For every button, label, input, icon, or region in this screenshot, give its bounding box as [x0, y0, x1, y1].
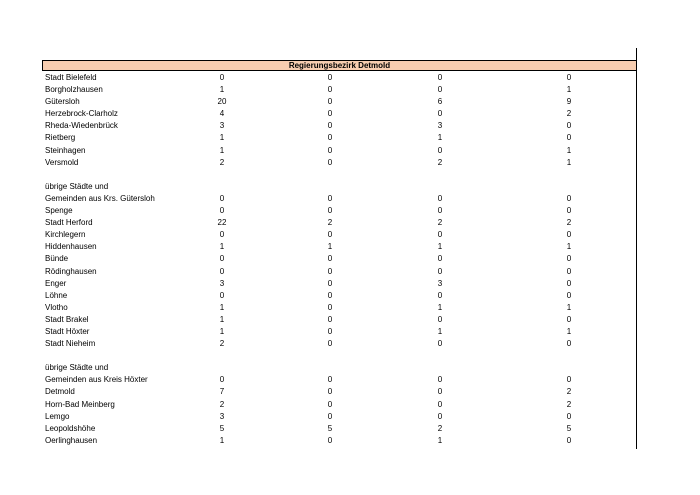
value-cell-col1: 0	[219, 254, 225, 264]
value-cell-col2: 0	[327, 121, 333, 131]
value-cell-col4: 0	[566, 278, 572, 288]
value-cell-col1: 0	[219, 375, 225, 385]
municipality-name: Löhne	[45, 290, 68, 300]
value-cell-col1: 1	[219, 145, 225, 155]
value-cell-col3: 0	[437, 266, 443, 276]
table-row	[42, 132, 637, 144]
value-cell-col4: 0	[566, 230, 572, 240]
value-cell-col4: 0	[566, 133, 572, 143]
value-cell-col2: 0	[327, 314, 333, 324]
value-cell-col3: 0	[437, 193, 443, 203]
value-cell-col1: 0	[219, 230, 225, 240]
table-row	[42, 266, 637, 278]
value-cell-col4: 0	[566, 375, 572, 385]
municipality-name: Enger	[45, 278, 67, 288]
municipality-name: Hiddenhausen	[45, 242, 97, 252]
municipality-name: Kirchlegern	[45, 230, 86, 240]
municipality-name: Borgholzhausen	[45, 85, 103, 95]
value-cell-col3: 0	[437, 375, 443, 385]
table-row	[42, 72, 637, 84]
value-cell-col3: 0	[437, 387, 443, 397]
municipality-name: Rheda-Wiedenbrück	[45, 121, 118, 131]
value-cell-col1: 22	[217, 218, 227, 228]
value-cell-col3: 6	[437, 97, 443, 107]
value-cell-col3: 1	[437, 302, 443, 312]
municipality-name: übrige Städte und	[45, 363, 109, 373]
table-row	[42, 108, 637, 120]
value-cell-col2: 0	[327, 411, 333, 421]
value-cell-col1: 4	[219, 109, 225, 119]
value-cell-col2: 0	[327, 133, 333, 143]
table-row	[42, 302, 637, 314]
value-cell-col4: 0	[566, 206, 572, 216]
value-cell-col3: 3	[437, 121, 443, 131]
value-cell-col3: 0	[437, 399, 443, 409]
value-cell-col4: 0	[566, 314, 572, 324]
table-row	[42, 290, 637, 302]
municipality-name: Stadt Bielefeld	[45, 73, 97, 82]
value-cell-col1: 2	[219, 399, 225, 409]
value-cell-col4: 1	[566, 302, 572, 312]
value-cell-col4: 1	[566, 326, 572, 336]
value-cell-col2: 0	[327, 387, 333, 397]
value-cell-col3: 0	[437, 73, 443, 82]
value-cell-col3: 1	[437, 242, 443, 252]
value-cell-col2: 1	[327, 242, 333, 252]
value-cell-col4: 2	[566, 387, 572, 397]
table-row	[42, 181, 637, 193]
municipality-name: Vlotho	[45, 302, 68, 312]
table-row	[42, 157, 637, 169]
value-cell-col4: 1	[566, 145, 572, 155]
municipality-name: Lemgo	[45, 411, 70, 421]
value-cell-col3: 2	[437, 157, 443, 167]
municipality-name: Bünde	[45, 254, 69, 264]
value-cell-col1: 5	[219, 423, 225, 433]
value-cell-col4: 5	[566, 423, 572, 433]
value-cell-col4: 0	[566, 266, 572, 276]
value-cell-col2: 0	[327, 302, 333, 312]
value-cell-col2: 0	[327, 193, 333, 203]
value-cell-col3: 0	[437, 290, 443, 300]
municipality-name: Versmold	[45, 157, 79, 167]
value-cell-col4: 9	[566, 97, 572, 107]
value-cell-col4: 0	[566, 121, 572, 131]
value-cell-col1: 1	[219, 326, 225, 336]
value-cell-col2: 0	[327, 73, 333, 82]
table-row	[42, 411, 637, 423]
region-header: Regierungsbezirk Detmold	[42, 60, 637, 71]
table-row	[42, 96, 637, 108]
municipality-name: Rödinghausen	[45, 266, 97, 276]
value-cell-col1: 1	[219, 314, 225, 324]
value-cell-col4: 1	[566, 157, 572, 167]
value-cell-col3: 0	[437, 314, 443, 324]
table-row	[42, 374, 637, 386]
value-cell-col1: 3	[219, 411, 225, 421]
value-cell-col1: 2	[219, 157, 225, 167]
value-cell-col4: 1	[566, 85, 572, 95]
value-cell-col4: 2	[566, 399, 572, 409]
municipality-name: Stadt Brakel	[45, 314, 89, 324]
table-row	[42, 241, 637, 253]
municipality-name: Herzebrock-Clarholz	[45, 109, 118, 119]
value-cell-col2: 0	[327, 435, 333, 445]
value-cell-col2: 0	[327, 399, 333, 409]
value-cell-col3: 2	[437, 423, 443, 433]
value-cell-col2: 0	[327, 97, 333, 107]
municipality-name: Stadt Höxter	[45, 326, 90, 336]
value-cell-col4: 1	[566, 242, 572, 252]
value-cell-col2: 0	[327, 145, 333, 155]
municipality-name: Gemeinden aus Krs. Gütersloh	[45, 193, 155, 203]
value-cell-col3: 0	[437, 145, 443, 155]
value-cell-col2: 0	[327, 230, 333, 240]
table-row	[42, 120, 637, 132]
value-cell-col4: 0	[566, 411, 572, 421]
municipality-name: Stadt Herford	[45, 218, 93, 228]
data-table	[42, 60, 637, 447]
municipality-name: übrige Städte und	[45, 181, 109, 191]
table-row	[42, 338, 637, 350]
value-cell-col2: 2	[327, 218, 333, 228]
table-row	[42, 205, 637, 217]
municipality-name: Spenge	[45, 206, 73, 216]
table-row	[42, 229, 637, 241]
value-cell-col3: 0	[437, 411, 443, 421]
table-row	[42, 145, 637, 157]
value-cell-col1: 1	[219, 85, 225, 95]
value-cell-col4: 2	[566, 218, 572, 228]
value-cell-col1: 0	[219, 193, 225, 203]
value-cell-col1: 0	[219, 290, 225, 300]
value-cell-col4: 0	[566, 290, 572, 300]
value-cell-col1: 0	[219, 266, 225, 276]
table-row	[42, 399, 637, 411]
municipality-name: Steinhagen	[45, 145, 86, 155]
value-cell-col1: 7	[219, 387, 225, 397]
value-cell-col1: 3	[219, 278, 225, 288]
table-row	[42, 435, 637, 447]
value-cell-col4: 0	[566, 254, 572, 264]
value-cell-col3: 2	[437, 218, 443, 228]
value-cell-col3: 0	[437, 254, 443, 264]
value-cell-col3: 0	[437, 339, 443, 349]
table-row	[42, 84, 637, 96]
table-body	[42, 72, 637, 447]
value-cell-col2: 0	[327, 266, 333, 276]
value-cell-col2: 0	[327, 254, 333, 264]
value-cell-col1: 1	[219, 133, 225, 143]
value-cell-col2: 0	[327, 85, 333, 95]
municipality-name: Leopoldshöhe	[45, 423, 96, 433]
value-cell-col2: 0	[327, 375, 333, 385]
table-row	[42, 278, 637, 290]
municipality-name: Detmold	[45, 387, 75, 397]
table-row	[42, 423, 637, 435]
value-cell-col1: 1	[219, 302, 225, 312]
value-cell-col3: 1	[437, 435, 443, 445]
value-cell-col1: 0	[219, 73, 225, 82]
value-cell-col1: 1	[219, 435, 225, 445]
value-cell-col4: 0	[566, 435, 572, 445]
value-cell-col4: 0	[566, 339, 572, 349]
value-cell-col2: 0	[327, 278, 333, 288]
table-row	[42, 217, 637, 229]
value-cell-col4: 2	[566, 109, 572, 119]
value-cell-col2: 0	[327, 109, 333, 119]
value-cell-col2: 0	[327, 206, 333, 216]
value-cell-col2: 0	[327, 290, 333, 300]
table-row	[42, 314, 637, 326]
municipality-name: Rietberg	[45, 133, 76, 143]
value-cell-col1: 3	[219, 121, 225, 131]
value-cell-col2: 0	[327, 339, 333, 349]
value-cell-col1: 0	[219, 206, 225, 216]
value-cell-col3: 1	[437, 326, 443, 336]
value-cell-col3: 3	[437, 278, 443, 288]
value-cell-col3: 1	[437, 133, 443, 143]
value-cell-col1: 2	[219, 339, 225, 349]
table-row	[42, 169, 637, 181]
municipality-name: Stadt Nieheim	[45, 339, 96, 349]
table-row	[42, 253, 637, 265]
value-cell-col3: 0	[437, 109, 443, 119]
value-cell-col4: 0	[566, 193, 572, 203]
value-cell-col1: 20	[217, 97, 227, 107]
table-row	[42, 386, 637, 398]
municipality-name: Gütersloh	[45, 97, 80, 107]
value-cell-col3: 0	[437, 206, 443, 216]
value-cell-col3: 0	[437, 85, 443, 95]
value-cell-col2: 0	[327, 326, 333, 336]
table-row	[42, 193, 637, 205]
value-cell-col2: 0	[327, 157, 333, 167]
value-cell-col4: 0	[566, 73, 572, 82]
value-cell-col1: 1	[219, 242, 225, 252]
value-cell-col2: 5	[327, 423, 333, 433]
municipality-name: Gemeinden aus Kreis Höxter	[45, 375, 148, 385]
municipality-name: Horn-Bad Meinberg	[45, 399, 115, 409]
value-cell-col3: 0	[437, 230, 443, 240]
table-row	[42, 362, 637, 374]
municipality-name: Oerlinghausen	[45, 435, 98, 445]
table-row	[42, 350, 637, 362]
table-row	[42, 326, 637, 338]
